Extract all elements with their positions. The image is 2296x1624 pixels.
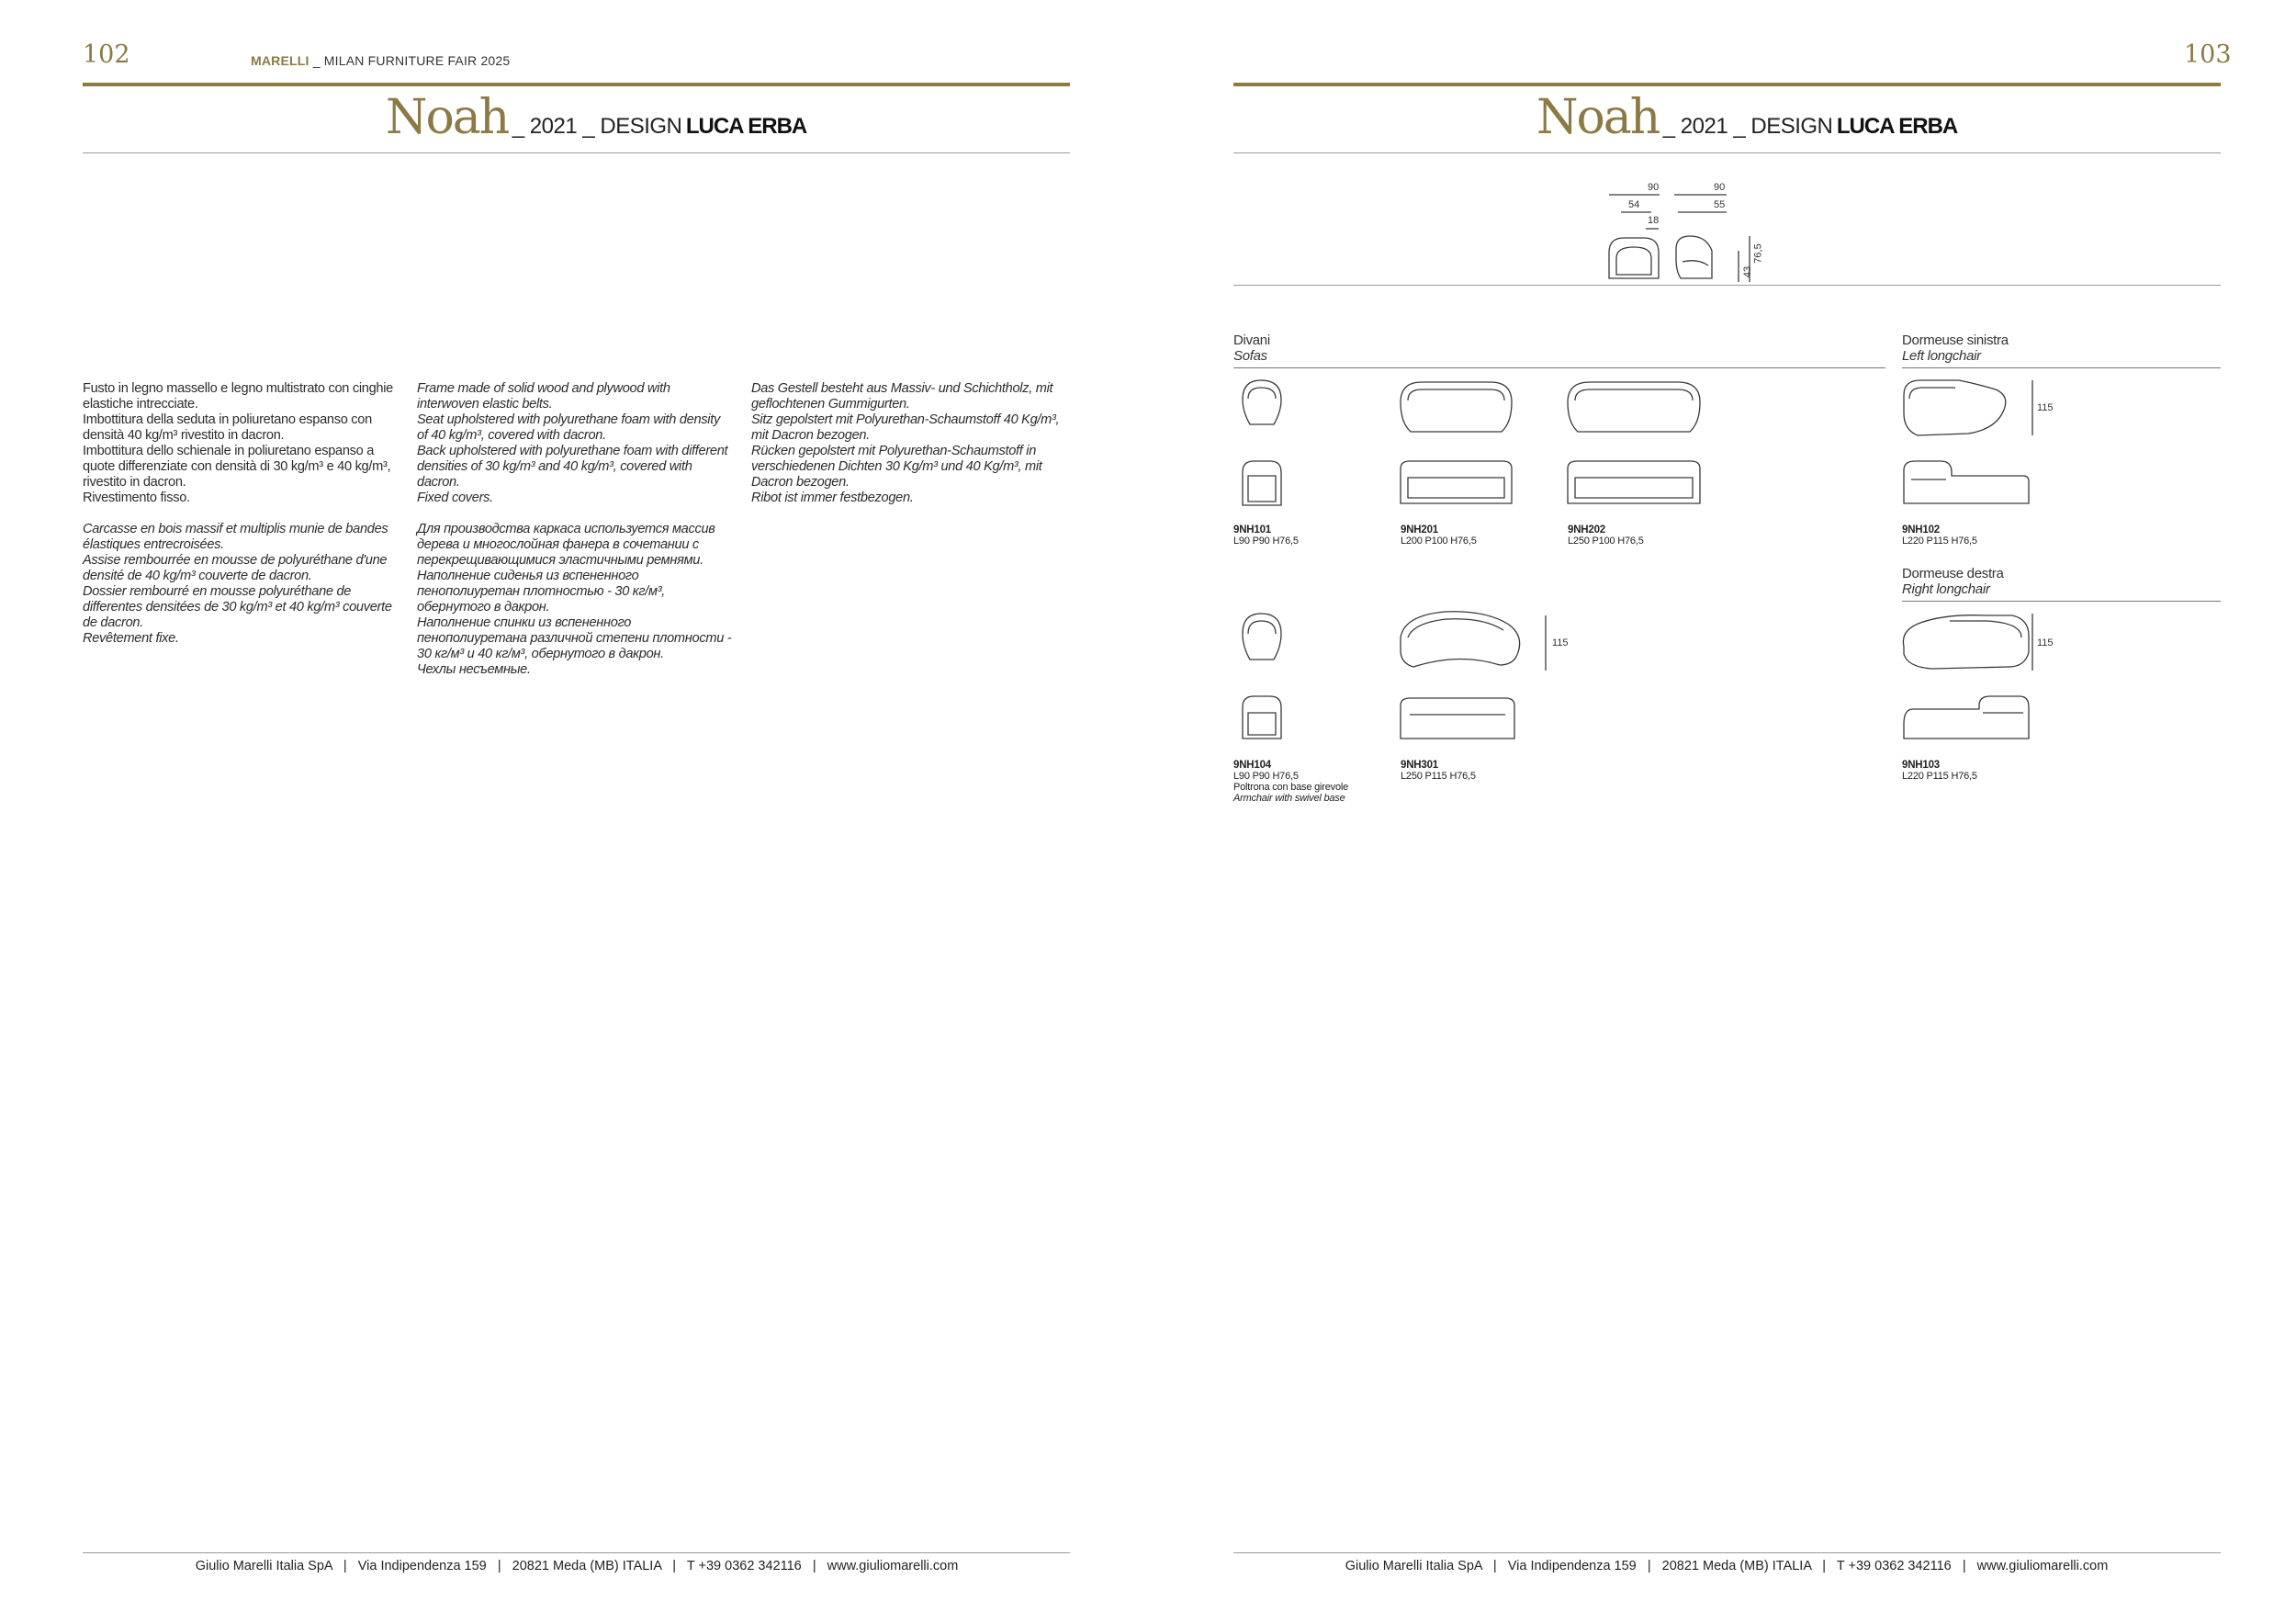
depth-label-left-longchair: 115 (2037, 402, 2054, 413)
section-label-en: Sofas (1233, 348, 1267, 364)
right-longchair-top-view (1903, 615, 2029, 669)
product-drawings-row1 (1233, 377, 2225, 514)
page-number-left: 102 (83, 40, 130, 69)
designer-name: LUCA ERBA (1836, 114, 1958, 139)
title-rule-right (1233, 152, 2221, 153)
sofa-250-front-seat (1575, 478, 1693, 498)
dim-76-5: 76,5 (1752, 243, 1764, 264)
curved-sofa-top-view (1401, 612, 1520, 667)
right-longchair-top-back (1950, 621, 2021, 637)
description-german (751, 381, 1068, 506)
description-english (417, 381, 734, 678)
product-title-right (1536, 90, 1957, 145)
running-head-text: _ MILAN FURNITURE FAIR 2025 (312, 53, 511, 68)
sofa-250-top-back (1575, 389, 1693, 400)
drawing-baseline-rule (1233, 285, 2221, 286)
curved-sofa-top-back (1408, 619, 1503, 637)
page-number-right: 103 (2184, 40, 2232, 69)
text-line: Assise rembourrée en mousse de polyuréthane d'une densité de 40 kg/m³ couverte de dacron. (83, 553, 388, 583)
section-label-en: Right longchair (1902, 581, 1990, 597)
product-dims: L90 P90 H76,5 (1233, 536, 1299, 547)
section-left-longchair (1902, 333, 2009, 364)
header-rule-right (1233, 83, 2221, 86)
description-italian (83, 381, 400, 647)
product-code: 9NH104 (1233, 760, 1271, 771)
section-label: Dormeuse sinistra (1902, 333, 2009, 348)
product-9nh103 (1902, 760, 1977, 782)
product-name: Noah (386, 90, 509, 145)
sofa-250-front-view (1568, 461, 1700, 503)
sofa-200-front-view (1401, 461, 1512, 503)
dim-90-a: 90 (1648, 182, 1660, 193)
product-dims: L200 P100 H76,5 (1401, 536, 1477, 547)
header-rule-left (83, 83, 1070, 86)
text-line: Carcasse en bois massif et multiplis munie de bandes élastiques entrecroisées. (83, 522, 388, 552)
footer-right: Giulio Marelli Italia SpA | Via Indipendenza 159 | 20821 Meda (MB) ITALIA | T +39 0362 342116 | www.giuliomarelli.com (1345, 1559, 2109, 1573)
product-9nh104 (1233, 760, 1348, 804)
footer-left: Giulio Marelli Italia SpA | Via Indipendenza 159 | 20821 Meda (MB) ITALIA | T +39 0362 342116 | www.giuliomarelli.com (195, 1559, 959, 1573)
product-code: 9NH102 (1902, 524, 1940, 536)
section-label: Divani (1233, 333, 1270, 348)
product-name: Noah (1536, 90, 1660, 145)
swivel-armchair-front-seat (1248, 713, 1276, 735)
dim-43: 43 (1742, 265, 1754, 278)
product-title-left (386, 90, 806, 145)
dim-54: 54 (1628, 199, 1640, 210)
footer-rule-right (1233, 1552, 2221, 1553)
left-longchair-top-view (1904, 380, 2006, 435)
product-code: 9NH201 (1401, 524, 1438, 536)
sofa-200-top-back (1408, 389, 1504, 400)
left-longchair-front-view (1904, 461, 2029, 503)
right-longchair-rule (1902, 601, 2221, 602)
text-line: Seat upholstered with polyurethane foam with density of 40 kg/m³, covered with dacron. (417, 412, 720, 443)
description-french (83, 522, 400, 647)
description-russian (417, 522, 734, 678)
text-line: Sitz gepolstert mit Polyurethan-Schaumstoff 40 Kg/m³, mit Dacron bezogen. (751, 412, 1060, 443)
armchair-side-outline (1676, 236, 1712, 278)
depth-label-right-longchair: 115 (2037, 637, 2054, 648)
depth-label-curved-sofa: 115 (1552, 637, 1569, 648)
title-rule-left (83, 152, 1070, 153)
product-year-design: _ 2021 _ DESIGN (512, 114, 682, 139)
text-line: Rivestimento fisso. (83, 491, 190, 505)
armchair-side-seat (1683, 261, 1708, 265)
text-line: Frame made of solid wood and plywood with interwoven elastic belts. (417, 381, 670, 412)
sofa-200-front-seat (1408, 478, 1504, 498)
brand-name: MARELLI (251, 53, 310, 68)
product-9nh102 (1902, 524, 1977, 547)
section-label: Dormeuse destra (1902, 566, 2004, 581)
swivel-armchair-top-back (1248, 621, 1276, 634)
product-code: 9NH301 (1401, 760, 1438, 771)
product-dims: L220 P115 H76,5 (1902, 536, 1977, 547)
product-code: 9NH202 (1568, 524, 1605, 536)
product-note-en: Armchair with swivel base (1233, 793, 1345, 804)
product-dims: L250 P115 H76,5 (1401, 771, 1476, 782)
dim-90-b: 90 (1714, 182, 1726, 193)
right-longchair-front-view (1904, 696, 2029, 739)
running-head (251, 53, 510, 68)
product-9nh101 (1233, 524, 1299, 547)
product-dims: L90 P90 H76,5 (1233, 771, 1299, 782)
curved-sofa-front-view (1401, 698, 1514, 739)
product-drawings-row2 (1233, 610, 2225, 757)
text-line: Rücken gepolstert mit Polyurethan-Schaumstoff in verschiedenen Dichten 30 Kg/m³ und 40 Kg/m³, mit Dacron bezogen. (751, 444, 1042, 490)
left-longchair-rule (1902, 367, 2221, 368)
text-line: Revêtement fixe. (83, 631, 179, 646)
armchair-top-view (1243, 380, 1281, 424)
product-code: 9NH103 (1902, 760, 1940, 771)
product-9nh201 (1401, 524, 1477, 547)
product-dims: L220 P115 H76,5 (1902, 771, 1977, 782)
left-longchair-top-back (1909, 388, 1955, 399)
section-right-longchair (1902, 566, 2004, 597)
dim-55: 55 (1714, 199, 1726, 210)
section-label-en: Left longchair (1902, 348, 1981, 364)
text-line: Back upholstered with polyurethane foam with different densities of 30 kg/m³ and 40 kg/m³, covered with dacron. (417, 444, 728, 490)
text-line: Imbottitura dello schienale in poliuretano espanso a quote differenziate con densità di 30 kg/m³ e 40 kg/m³, rivestito in dacron. (83, 444, 391, 490)
sofas-rule (1233, 367, 1885, 368)
product-dims: L250 P100 H76,5 (1568, 536, 1644, 547)
product-9nh202 (1568, 524, 1644, 547)
armchair-front-seat (1248, 476, 1276, 502)
text-line: Чехлы несъемные. (417, 662, 531, 677)
product-code: 9NH101 (1233, 524, 1271, 536)
armchair-dimension-drawing (1598, 179, 1782, 289)
text-line: Imbottitura della seduta in poliuretano espanso con densità 40 kg/m³ rivestito in dacron. (83, 412, 372, 443)
text-line: Наполнение спинки из вспененного пенополиуретана различной степени плотности - 30 кг/м³ и 40 кг/м³, обернутого в дакрон. (417, 615, 732, 661)
text-line: Dossier rembourré en mousse polyuréthane de differentes densitées de 30 kg/m³ et 40 kg/m³ couverte de dacron. (83, 584, 392, 630)
text-line: Fixed covers. (417, 491, 493, 505)
text-line: Ribot ist immer festbezogen. (751, 491, 914, 505)
text-line: Fusto in legno massello e legno multistrato con cinghie elastiche intrecciate. (83, 381, 393, 412)
armchair-top-back (1248, 388, 1276, 399)
designer-name: LUCA ERBA (685, 114, 807, 139)
section-sofas (1233, 333, 1270, 364)
product-note: Poltrona con base girevole (1233, 782, 1349, 793)
armchair-front-seat (1616, 247, 1651, 275)
product-9nh301 (1401, 760, 1476, 782)
product-year-design: _ 2021 _ DESIGN (1662, 114, 1833, 139)
text-line: Для производства каркаса используется массив дерева и многослойная фанера в сочетании с перекрещивающимися эластичными ремнями. Наполнение сиденья из вспененного пенополиуретан плотностью - 30 кг/м³, обернутого в дакрон. (417, 522, 715, 615)
dim-18: 18 (1648, 215, 1660, 226)
text-line: Das Gestell besteht aus Massiv- und Schichtholz, mit geflochtenen Gummigurten. (751, 381, 1053, 412)
footer-rule-left (83, 1552, 1070, 1553)
